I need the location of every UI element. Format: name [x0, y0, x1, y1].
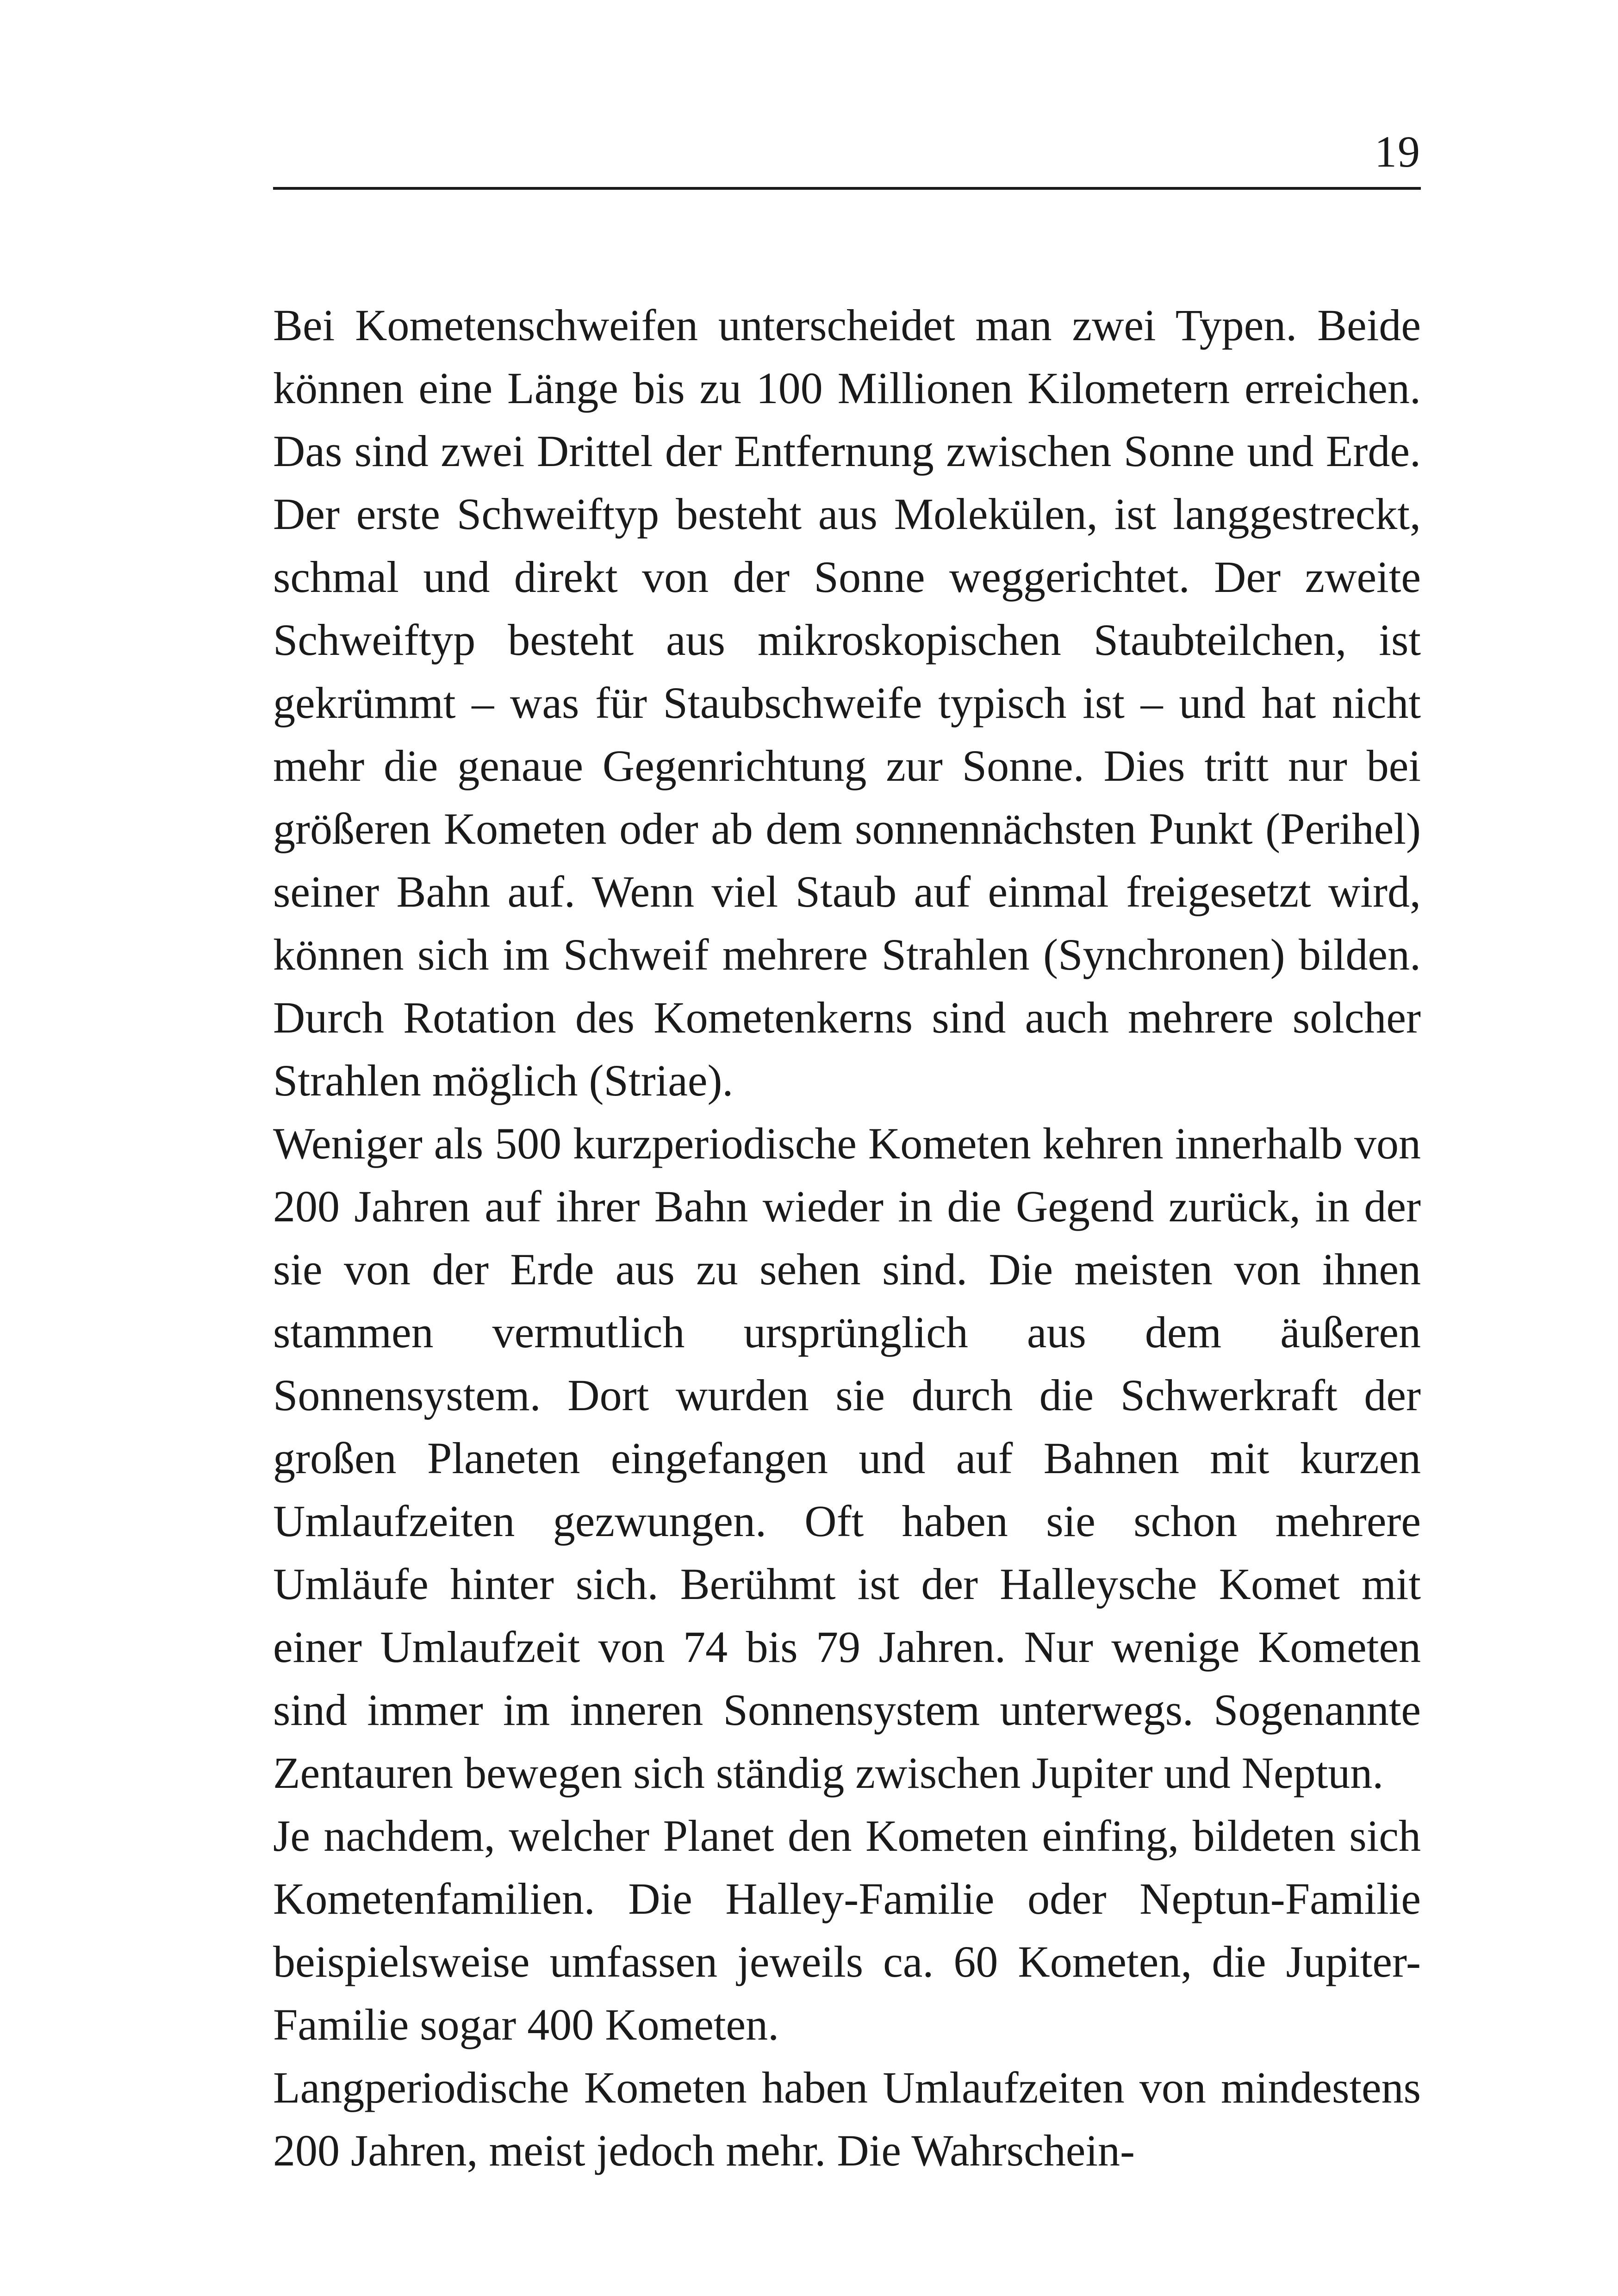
paragraph-long-period-comets: Langperiodische Kometen haben Umlaufzeiten von mindestens 200 Jahren, meist jedoch mehr. Die Wahrschein-	[273, 2063, 1421, 2175]
paragraph-short-period-comets: Weniger als 500 kurzperiodische Kometen kehren innerhalb von 200 Jahren auf ihrer Bahn wieder in die Gegend zurück, in der sie von der Erde aus zu sehen sind. Die meisten von ihnen stammen vermutlich ursprünglich aus dem äußeren Sonnensystem. Dort wurden sie durch die Schwerkraft der großen Planeten eingefangen und auf Bahnen mit kurzen Umlaufzeiten gezwungen. Oft haben sie schon mehrere Umläufe hinter sich. Berühmt ist der Halleysche Komet mit einer Umlaufzeit von 74 bis 79 Jahren. Nur wenige Kometen sind immer im inneren Sonnensystem unterwegs. Sogenannte Zentauren bewegen sich ständig zwischen Jupiter und Neptun.	[273, 1119, 1421, 1798]
page-number: 19	[1375, 127, 1421, 176]
paragraph-comet-families: Je nachdem, welcher Planet den Kometen einfing, bildeten sich Kometenfamilien. Die Halley-Familie oder Neptun-Familie beispielsweise umfassen jeweils ca. 60 Kometen, die Jupiter-Familie sogar 400 Kometen.	[273, 1811, 1421, 2049]
paragraph-comet-tails: Bei Kometenschweifen unterscheidet man zwei Typen. Beide können eine Länge bis zu 100 Millionen Kilometern erreichen. Das sind zwei Drittel der Entfernung zwischen Sonne und Erde. Der erste Schweiftyp besteht aus Molekülen, ist langgestreckt, schmal und direkt von der Sonne weggerichtet. Der zweite Schweiftyp besteht aus mikroskopischen Staubteilchen, ist gekrümmt – was für Staubschweife typisch ist – und hat nicht mehr die genaue Gegenrichtung zur Sonne. Dies tritt nur bei größeren Kometen oder ab dem sonnennächsten Punkt (Perihel) seiner Bahn auf. Wenn viel Staub auf einmal freigesetzt wird, können sich im Schweif mehrere Strahlen (Synchronen) bilden. Durch Rotation des Kometenkerns sind auch mehrere solcher Strahlen möglich (Striae).	[273, 300, 1421, 1105]
body-text	[273, 294, 1421, 2182]
header-rule	[273, 187, 1421, 190]
page-header	[273, 111, 1421, 190]
